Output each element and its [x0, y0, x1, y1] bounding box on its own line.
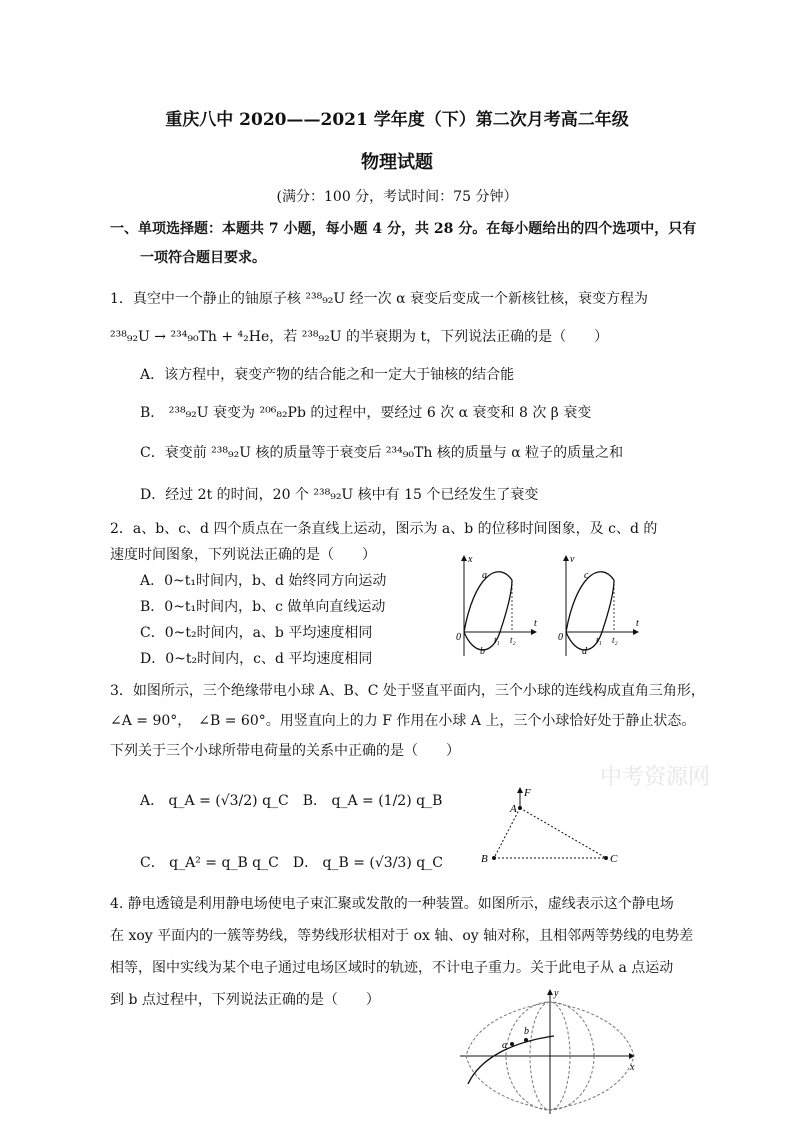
q2-stem-cont: 速度时间图象，下列说法正确的是（ ）: [110, 547, 376, 563]
q3-figure: [476, 782, 626, 870]
label-y: y: [554, 988, 559, 999]
q3-options-ab[interactable]: A． q_A = (√3/2) q_C B． q_A = (1/2) q_B: [140, 793, 443, 809]
xt-graph: [456, 554, 537, 657]
label-x: x: [630, 1062, 635, 1073]
xt-t2-label: t₂: [510, 635, 516, 645]
q1-stem: 1．真空中一个静止的铀原子核 ²³⁸₉₂U 经一次 α 衰变后变成一个新核钍核，衰变方程为: [110, 291, 649, 307]
vt-origin: 0: [558, 632, 563, 643]
label-d: d: [582, 646, 587, 657]
label-c: c: [584, 570, 589, 581]
q4-figure: [454, 984, 644, 1118]
vt-graph: [558, 554, 639, 657]
section-heading: 一、单项选择题：本题共 7 小题，每小题 4 分，共 28 分。在每小题给出的四个选项中，只有: [110, 221, 697, 237]
q4-stem-cont: 在 xoy 平面内的一簇等势线，等势线形状相对于 ox 轴、oy 轴对称，且相邻两等势线的电势差: [110, 928, 694, 944]
label-f: F: [524, 787, 531, 799]
q1-option-c[interactable]: C．衰变前 ²³⁸₉₂U 核的质量等于衰变后 ²³⁴₉₀Th 核的质量与 α 粒子的质量之和: [140, 445, 624, 461]
side-ab: [494, 808, 520, 858]
q2-option-d[interactable]: D．0~t₂时间内，c、d 平均速度相同: [140, 651, 373, 667]
label-a: A: [510, 803, 517, 815]
vt-y-label: v: [570, 554, 575, 565]
label-b: b: [480, 646, 485, 657]
q3-stem-cont: ∠A = 90°， ∠B = 60°。用竖直向上的力 F 作用在小球 A 上，三个小球恰好处于静止状态。: [110, 713, 696, 729]
q4-stem-cont3: 到 b 点过程中，下列说法正确的是（ ）: [110, 992, 380, 1008]
curve-c: [566, 572, 614, 632]
curve-d: [566, 580, 614, 650]
q2-option-a[interactable]: A．0~t₁时间内，b、d 始终同方向运动: [140, 573, 387, 589]
vt-t-label: t: [636, 618, 639, 629]
xt-t1-label: t₁: [494, 635, 500, 645]
label-b: B: [481, 853, 488, 865]
curve-a: [464, 572, 512, 632]
exam-subtitle: 物理试题: [361, 152, 433, 173]
q2-option-b[interactable]: B．0~t₁时间内，b、c 做单向直线运动: [140, 599, 386, 615]
q3-stem-cont2: 下列关于三个小球所带电荷量的关系中正确的是（ ）: [110, 743, 460, 759]
q1-option-a[interactable]: A．该方程中，衰变产物的结合能之和一定大于铀核的结合能: [140, 367, 515, 383]
q4-stem: 4. 静电透镜是利用静电场使电子束汇聚或发散的一种装置。如图所示，虚线表示这个静电场: [110, 896, 674, 912]
point-a: [510, 1042, 514, 1046]
label-b: b: [524, 1026, 529, 1037]
section-heading-cont: 一项符合题目要求。: [140, 250, 266, 266]
watermark: 中考资源网: [600, 765, 711, 790]
q1-stem-cont: ²³⁸₉₂U → ²³⁴₉₀Th + ⁴₂He，若 ²³⁸₉₂U 的半衰期为 t，下列说法正确的是（ ）: [110, 329, 609, 345]
q3-options-cd[interactable]: C． q_A² = q_B q_C D． q_B = (√3/3) q_C: [140, 855, 443, 871]
ball-c: [604, 856, 608, 860]
exam-meta: (满分：100 分，考试时间：75 分钟）: [276, 189, 518, 205]
ball-b: [492, 856, 496, 860]
xt-origin: 0: [456, 632, 461, 643]
q2-figure: [450, 548, 650, 660]
curve-b: [464, 580, 512, 650]
q1-option-d[interactable]: D．经过 2t 的时间，20 个 ²³⁸₉₂U 核中有 15 个已经发生了衰变: [140, 487, 539, 503]
label-a: a: [482, 570, 487, 581]
label-c: C: [610, 853, 618, 865]
xt-t-label: t: [534, 618, 537, 629]
ball-a: [518, 806, 522, 810]
side-ac: [520, 808, 606, 858]
label-a: a: [502, 1040, 507, 1051]
q1-option-b[interactable]: B． ²³⁸₉₂U 衰变为 ²⁰⁶₈₂Pb 的过程中，要经过 6 次 α 衰变和 8 次 β 衰变: [140, 405, 592, 421]
q4-stem-cont2: 相等，图中实线为某个电子通过电场区域时的轨迹，不计电子重力。关于此电子从 a 点运动: [110, 960, 674, 976]
vt-t2-label: t₂: [612, 635, 618, 645]
point-b: [524, 1038, 528, 1042]
xt-y-label: x: [468, 554, 473, 565]
exam-title: 重庆八中 2020——2021 学年度（下）第二次月考高二年级: [165, 110, 629, 130]
q3-stem: 3．如图所示，三个绝缘带电小球 A、B、C 处于竖直平面内，三个小球的连线构成直角三角形，: [110, 683, 705, 699]
q2-stem: 2．a、b、c、d 四个质点在一条直线上运动，图示为 a、b 的位移时间图象，及 c、d 的: [110, 521, 658, 537]
vt-t1-label: t₁: [596, 635, 602, 645]
q2-option-c[interactable]: C．0~t₂时间内，a、b 平均速度相同: [140, 625, 373, 641]
